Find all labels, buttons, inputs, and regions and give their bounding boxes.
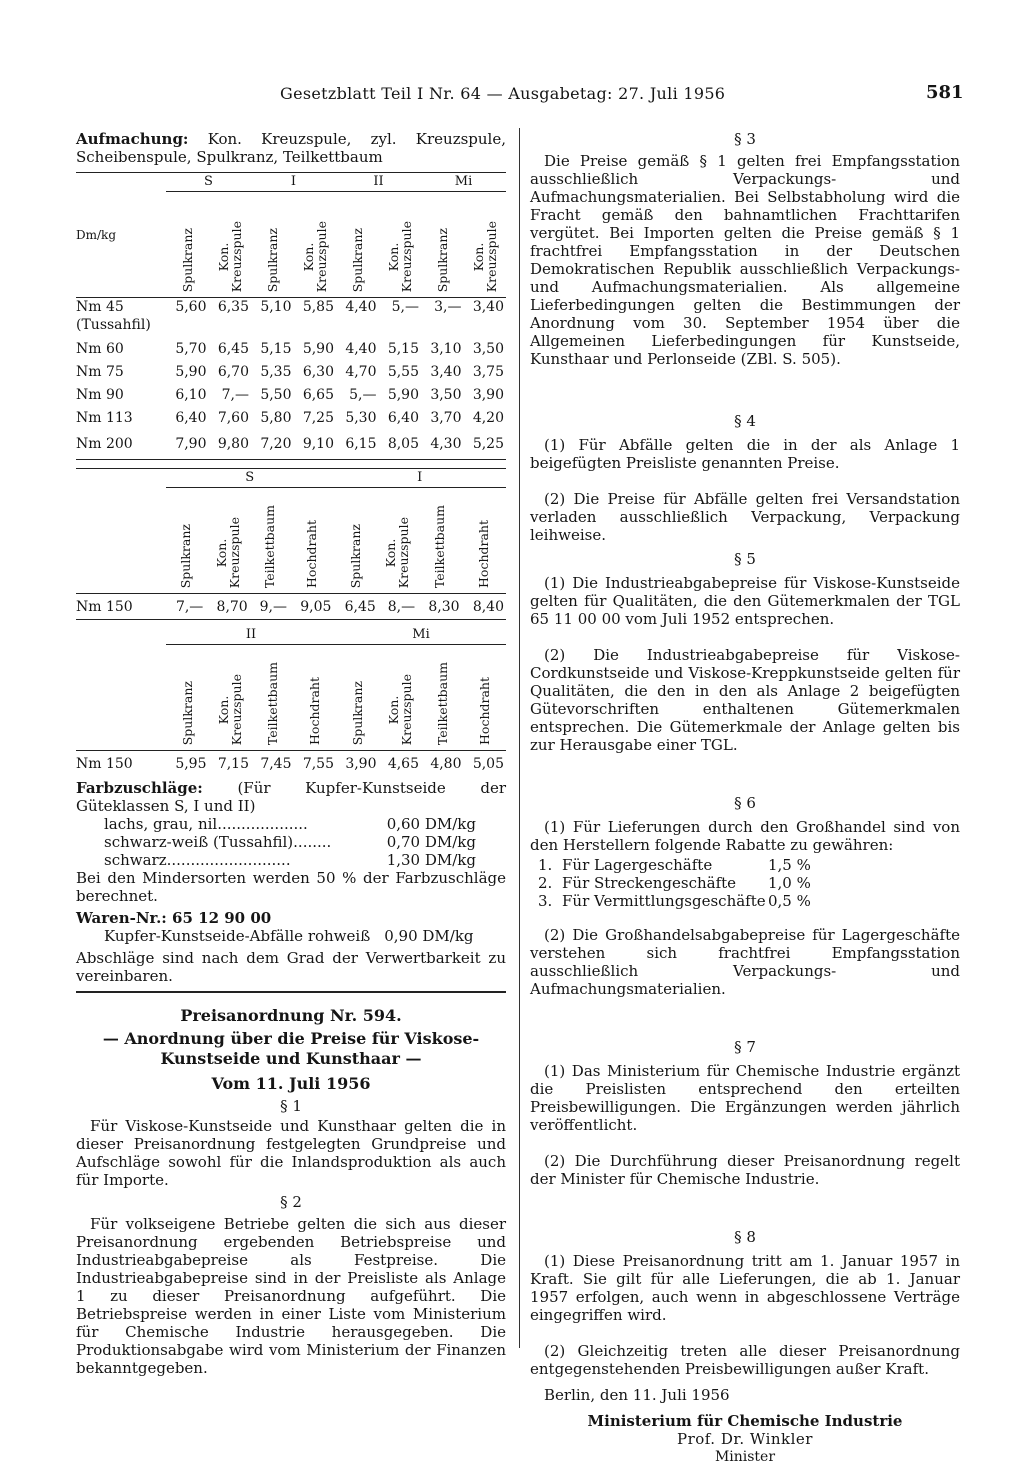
rabatte-list [530,856,960,910]
table-cell: 6,30 [302,364,334,380]
table-cell: 3,— [434,299,462,315]
table-cell: 5,35 [260,364,292,380]
ordinance-date: Vom 11. Juli 1956 [211,1073,371,1093]
section-6-para-1: (1) Für Lieferungen durch den Großhandel sind von den Herstellern folgende Rabatte zu gewähren: [530,818,960,854]
column-header: Teilkettbaum [261,504,277,588]
table-row [76,361,506,384]
table-cell: 5,85 [302,299,334,315]
dmkg-header: Dm/kg [76,228,116,242]
column-header: Spulkranz [348,523,364,588]
group-header: Mi [421,173,506,192]
ministry-name: Ministerium für Chemische Industrie [587,1412,903,1430]
left-column [76,130,506,1377]
section-5-para-2: (2) Die Industrieabgabepreise für Viskose-Cordkunstseide und Viskose-Kreppkunstseide gelten für Qualitäten, die den in den als Anlage 2 beigefügten Gütevorschriften enthaltenen Gütemerkmalen entsprechen. Die Gütemerkmale der Anlage gelten bis zur Herausgabe einer TGL. [530,646,960,754]
section-heading: § 8 [734,1228,756,1246]
signer-role: Minister [714,1449,776,1465]
column-header: Spulkranz [264,227,280,292]
table-cell: 3,10 [430,341,462,357]
column-header: Kon. Kreuzspule [215,673,244,745]
section-6-para-2: (2) Die Großhandelsabgabepreise für Lagergeschäfte verstehen sich frachtfrei Empfangsstation ausschließlich Verpackungs- und Aufmachungsmaterialien. [530,926,960,998]
table-cell: 4,40 [345,341,377,357]
page-header: Gesetzblatt Teil I Nr. 64 — Ausgabetag: 27. Juli 1956 [280,84,726,103]
table-cell: 5,— [391,299,419,315]
section-8-para-2: (2) Gleichzeitig treten alle dieser Preisanordnung entgegenstehenden Preisbewilligungen außer Kraft. [530,1342,960,1378]
section-heading: § 6 [734,794,756,812]
table-cell: 5,70 [175,341,207,357]
price-table-3 [76,626,506,777]
aufmachung-paragraph: Aufmachung: Kon. Kreuzspule, zyl. Kreuzspule, Scheibenspule, Spulkranz, Teilkettbaum [76,130,506,166]
waren-item: Kupfer-Kunstseide-Abfälle rohweiß 0,90 DM/kg [104,926,474,945]
group-header: II [336,173,421,192]
table-cell: 4,40 [345,299,377,315]
section-heading: § 2 [280,1192,302,1211]
group-header: S [166,469,333,488]
group-header: I [333,469,506,488]
section-7-para-1: (1) Das Ministerium für Chemische Industrie ergänzt die Preislisten entsprechend den erteilten Preisbewilligungen. Die Ergänzungen werden jährlich veröffentlicht. [530,1062,960,1134]
row-label: Nm 45 (Tussahfil) [76,299,151,333]
table-cell: 5,50 [260,387,292,403]
table-cell: 5,30 [345,410,377,426]
section-heading: § 4 [734,412,756,430]
table-cell: 6,10 [175,387,207,403]
waren-note: Abschläge sind nach dem Grad der Verwertbarkeit zu vereinbaren. [76,949,506,993]
table-cell: 5,— [349,387,377,403]
table-cell: 9,10 [302,436,334,453]
column-header: Hochdraht [477,677,493,745]
table-cell: 9,80 [217,436,249,453]
table-cell: 4,30 [430,436,462,453]
column-header: Kon. Kreuzspule [385,220,414,292]
section-1-text: Für Viskose-Kunstseide und Kunsthaar gelten die in dieser Preisanordnung festgelegten Grundpreise und Aufschläge sowohl für die Inlandsproduktion als auch für Importe. [76,1116,506,1189]
column-header: Hochdraht [303,520,319,588]
table-cell: 7,90 [175,436,207,453]
table-row [76,338,506,361]
row-label: Nm 200 [76,436,133,453]
table-cell: 6,70 [217,364,249,380]
table-cell: 5,80 [260,410,292,426]
column-header: Spulkranz [349,680,365,745]
column-divider [519,128,520,1348]
list-item: 3. Für Vermittlungsgeschäfte 0,5 % [538,892,811,910]
table-row [76,384,506,407]
price-table-2 [76,468,506,620]
table-cell: 5,15 [260,341,292,357]
column-header: Kon. Kreuzspule [213,516,242,588]
column-header: Spulkranz [434,227,450,292]
price-table-1 [76,172,506,460]
ordinance-subtitle-2: Kunstseide und Kunsthaar — [160,1048,422,1068]
list-item: 1. Für Lagergeschäfte 1,5 % [538,856,811,874]
section-4-para-2: (2) Die Preise für Abfälle gelten frei Versandstation verladen ausschließlich Verpackung, Verpackung leihweise. [530,490,960,544]
column-header: Spulkranz [179,227,195,292]
group-header: I [251,173,336,192]
list-item: schwarz-weiß (Tussahfil) ........ 0,70 DM/kg [104,832,476,851]
table-cell: 7,20 [260,436,292,453]
row-label: Nm 60 [76,341,124,357]
column-header: Kon. Kreuzspule [215,220,244,292]
ordinance-title: Preisanordnung Nr. 594. [180,1005,402,1025]
table-cell: 3,70 [430,410,462,426]
signer-name: Prof. Dr. Winkler [677,1430,813,1448]
table-cell: 5,15 [387,341,419,357]
table-cell: 7,60 [217,410,249,426]
section-heading: § 1 [280,1096,302,1115]
farbzuschlaege-list [76,815,476,869]
table-row: Nm 150 7,— 8,70 9,— 9,05 6,45 8,— 8,30 8,40 [76,594,506,620]
row-label: Nm 75 [76,364,124,380]
column-header: Hochdraht [476,520,492,588]
section-7-para-2: (2) Die Durchführung dieser Preisanordnung regelt der Minister für Chemische Industrie. [530,1152,960,1188]
place-date: Berlin, den 11. Juli 1956 [544,1386,730,1404]
table-cell: 6,40 [387,410,419,426]
table-cell: 6,40 [175,410,207,426]
section-4-para-1: (1) Für Abfälle gelten die in der als Anlage 1 beigefügten Preisliste genannten Preise. [530,436,960,472]
section-2-text: Für volkseigene Betriebe gelten die sich aus dieser Preisanordnung ergebenden Betriebspreise und Industrieabgabepreise als Festpreise. Die Industrieabgabepreise sind in der Preisliste als Anlage 1 zu dieser Preisanordnung aufgeführt. Die Betriebspreise werden in einer Liste vom Ministerium für Chemische Industrie herausgegeben. Die Produktionsabgabe wird vom Ministerium der Finanzen bekanntgegeben. [76,1214,506,1377]
farbzuschlaege-paragraph: Farbzuschläge: (Für Kupfer-Kunstseide der Güteklassen S, I und II) [76,778,506,815]
section-5-para-1: (1) Die Industrieabgabepreise für Viskose-Kunstseide gelten für Qualitäten, die den Gütemerkmalen der TGL 65 11 00 00 vom Juli 1952 entsprechen. [530,574,960,628]
section-8-para-1: (1) Diese Preisanordnung tritt am 1. Januar 1957 in Kraft. Sie gilt für alle Lieferungen, die ab 1. Januar 1957 erfolgen, auch wenn in abgeschlossene Verträge eingegriffen wird. [530,1252,960,1324]
column-header: Kon. Kreuzspule [470,220,499,292]
column-header: Teilkettbaum [431,504,447,588]
column-header: Hochdraht [307,677,323,745]
table-cell: 7,25 [302,410,334,426]
page-number: 581 [926,82,964,103]
table-cell: 6,65 [302,387,334,403]
group-header: Mi [336,626,506,645]
column-header: Teilkettbaum [264,661,280,745]
table-cell: 8,05 [387,436,419,453]
table-cell: 5,60 [175,299,207,315]
row-label: Nm 90 [76,387,124,403]
right-column [530,130,960,1466]
list-item: schwarz .......................... 1,30 DM/kg [104,850,476,869]
table-row [76,430,506,460]
table-cell: 5,25 [472,436,504,453]
table-cell: 3,40 [430,364,462,380]
column-header: Spulkranz [179,680,195,745]
waren-nr: Waren-Nr.: 65 12 90 00 [76,908,272,927]
column-header: Kon. Kreuzspule [300,220,329,292]
group-header: II [166,626,336,645]
list-item: 2. Für Streckengeschäfte 1,0 % [538,874,811,892]
column-header: Teilkettbaum [434,661,450,745]
table-cell: 6,35 [217,299,249,315]
section-heading: § 7 [734,1038,756,1056]
section-3-text: Die Preise gemäß § 1 gelten frei Empfangsstation ausschließlich Verpackungs- und Aufmachungsmaterialien. Bei Selbstabholung wird die Fracht gemäß den bahnamtlichen Frachttarifen vergütet. Bei Importen gelten die Preise gemäß § 1 frachtfrei Empfangsstation in der Deutschen Demokratischen Republik ausschließlich Verpackungs- und Aufmachungsmaterialien. Als allgemeine Lieferbedingungen gelten die Bestimmungen der Anordnung vom 30. September 1954 über die Allgemeinen Lieferbedingungen für Kunstseide, Kunsthaar und Perlonseide (ZBl. S. 505). [530,152,960,368]
row-label: Nm 113 [76,410,133,426]
table-cell: 6,15 [345,436,377,453]
farb-note: Bei den Mindersorten werden 50 % der Farbzuschläge berechnet. [76,868,506,905]
table-row: Nm 150 5,95 7,15 7,45 7,55 3,90 4,65 4,80 5,05 [76,755,504,772]
table-cell: 5,90 [387,387,419,403]
table-cell: 5,90 [175,364,207,380]
table-cell: 3,40 [472,299,504,315]
column-header: Spulkranz [349,227,365,292]
table-cell: 6,45 [217,341,249,357]
table-cell: 4,70 [345,364,377,380]
group-header: S [166,173,251,192]
table-cell: 7,— [221,387,249,403]
table-row [76,298,506,338]
table-cell: 3,50 [472,341,504,357]
column-header: Kon. Kreuzspule [385,673,414,745]
table-cell: 5,90 [302,341,334,357]
ordinance-subtitle: — Anordnung über die Preise für Viskose- [102,1028,480,1048]
table-row [76,407,506,430]
table-cell: 3,90 [472,387,504,403]
column-header: Kon. Kreuzspule [383,516,412,588]
table-cell: 4,20 [472,410,504,426]
section-heading: § 3 [734,130,756,148]
section-heading: § 5 [734,550,756,568]
table-cell: 3,75 [472,364,504,380]
table-cell: 5,10 [260,299,292,315]
list-item: lachs, grau, nil ................... 0,60 DM/kg [104,814,476,833]
column-header: Spulkranz [178,523,194,588]
table-cell: 3,50 [430,387,462,403]
table-cell: 5,55 [387,364,419,380]
